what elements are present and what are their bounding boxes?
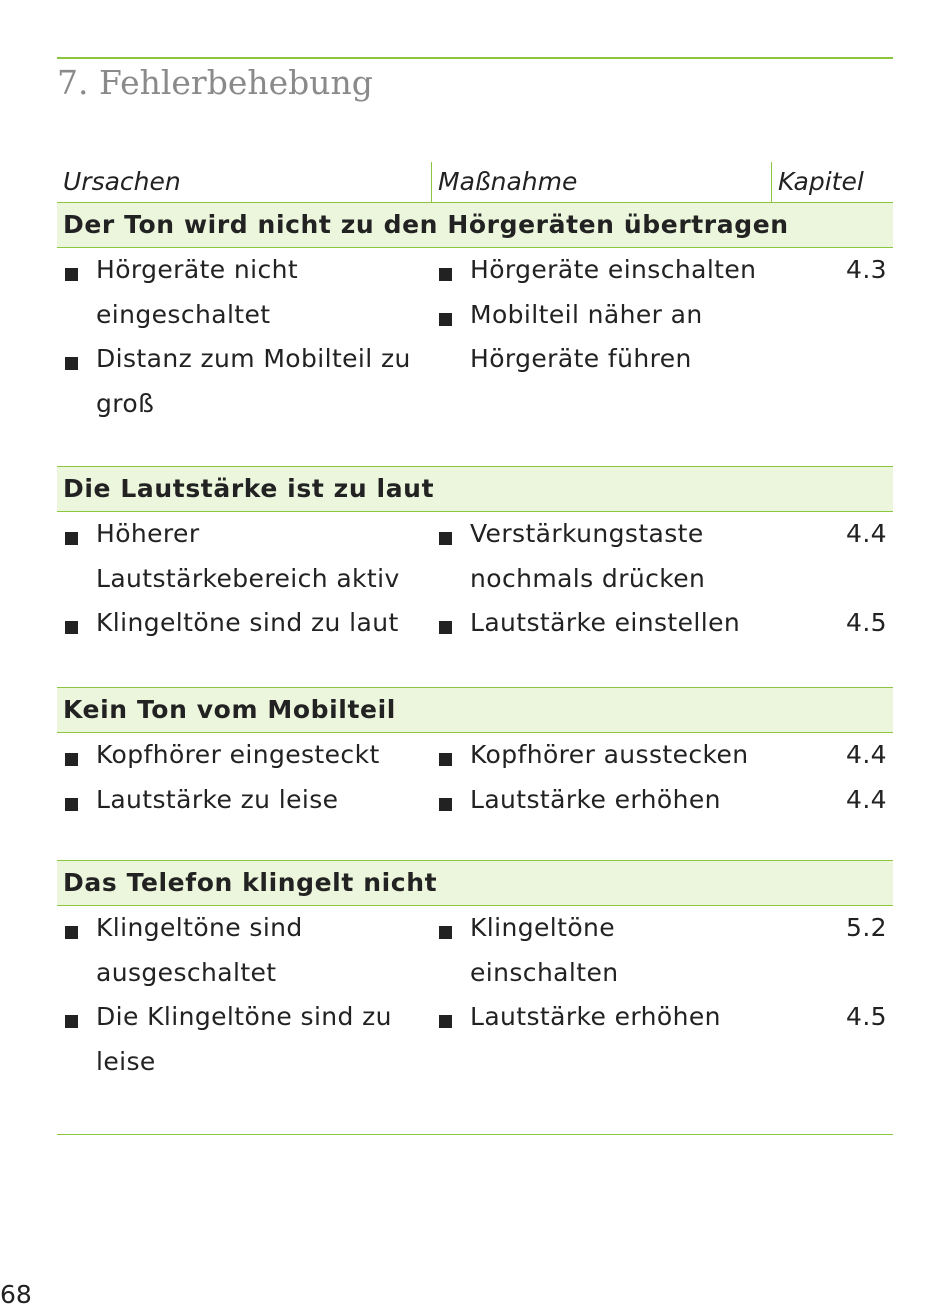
section-body (57, 733, 893, 860)
chapter-ref: 4.3 (846, 255, 887, 284)
bullet-square-icon (439, 926, 452, 939)
measure-item (437, 778, 767, 823)
cause-item (63, 906, 423, 995)
cause-item (63, 512, 423, 601)
cause-text: Distanz zum Mobilteil zu groß (96, 344, 411, 418)
section-body (57, 512, 893, 687)
chapter-ref: 4.4 (846, 784, 887, 814)
cause-item (63, 337, 423, 426)
measure-item (437, 906, 767, 995)
bullet-square-icon (439, 532, 452, 545)
measure-text: Verstärkungstaste nochmals drücken (470, 519, 706, 593)
page-number: 68 (0, 1280, 32, 1309)
bottom-rule (57, 1134, 893, 1135)
bullet-square-icon (65, 532, 78, 545)
cause-item (63, 995, 423, 1084)
bullet-square-icon (439, 753, 452, 766)
measure-item (437, 248, 767, 293)
chapter-ref: 4.4 (846, 740, 887, 769)
measure-item (437, 601, 767, 646)
section-no-sound-to-hearing-aids (57, 202, 893, 466)
measure-item (437, 995, 767, 1040)
bullet-square-icon (65, 753, 78, 766)
cause-text: Die Klingeltöne sind zu leise (96, 1002, 392, 1076)
cause-text: Klingeltöne sind ausgeschaltet (96, 913, 303, 987)
chapter-ref: 5.2 (846, 913, 887, 942)
column-header-chapter: Kapitel (771, 162, 864, 202)
section-title: Das Telefon klingelt nicht (57, 860, 893, 906)
bullet-square-icon (65, 268, 78, 281)
cause-text: Lautstärke zu leise (96, 784, 339, 814)
bullet-square-icon (439, 313, 452, 326)
top-rule (57, 57, 893, 59)
bullet-square-icon (65, 621, 78, 634)
measure-text: Lautstärke erhöhen (470, 784, 721, 814)
cause-item (63, 601, 423, 646)
section-title: Die Lautstärke ist zu laut (57, 466, 893, 512)
cause-item (63, 248, 423, 337)
measure-text: Klingeltöne einschalten (470, 913, 619, 987)
chapter-ref: 4.5 (846, 1002, 887, 1031)
cause-text: Höherer Lautstärkebereich aktiv (96, 519, 400, 593)
measure-text: Kopfhörer ausstecken (470, 740, 749, 769)
bullet-square-icon (65, 926, 78, 939)
measure-text: Lautstärke erhöhen (470, 1002, 721, 1031)
measure-text: Hörgeräte einschalten (470, 255, 757, 284)
cause-item (63, 733, 423, 778)
cause-text: Hörgeräte nicht eingeschaltet (96, 255, 299, 329)
section-no-sound-from-handset (57, 687, 893, 860)
chapter-ref: 4.4 (846, 519, 887, 548)
section-title: Kein Ton vom Mobilteil (57, 687, 893, 733)
column-header-measures: Maßnahme (431, 162, 577, 202)
bullet-square-icon (65, 798, 78, 811)
bullet-square-icon (439, 268, 452, 281)
section-title: Der Ton wird nicht zu den Hörgeräten übertragen (57, 202, 893, 248)
column-header-row (57, 162, 893, 202)
section-volume-too-loud (57, 466, 893, 687)
bullet-square-icon (439, 798, 452, 811)
troubleshooting-table (57, 162, 893, 1122)
bullet-square-icon (439, 621, 452, 634)
cause-text: Klingeltöne sind zu laut (96, 608, 399, 637)
measure-text: Lautstärke einstellen (470, 608, 741, 637)
bullet-square-icon (439, 1015, 452, 1028)
chapter-ref: 4.5 (846, 608, 887, 637)
cause-text: Kopfhörer eingesteckt (96, 740, 380, 769)
bullet-square-icon (65, 1015, 78, 1028)
bullet-square-icon (65, 357, 78, 370)
measure-item (437, 293, 767, 382)
measure-text: Mobilteil näher an Hörgeräte führen (470, 299, 703, 374)
measure-item (437, 512, 767, 601)
section-body (57, 248, 893, 466)
measure-item (437, 733, 767, 778)
column-header-causes: Ursachen (63, 167, 181, 196)
page-title: 7. Fehlerbehebung (57, 63, 373, 102)
section-body (57, 906, 893, 1122)
cause-item (63, 778, 423, 823)
section-phone-not-ringing (57, 860, 893, 1122)
